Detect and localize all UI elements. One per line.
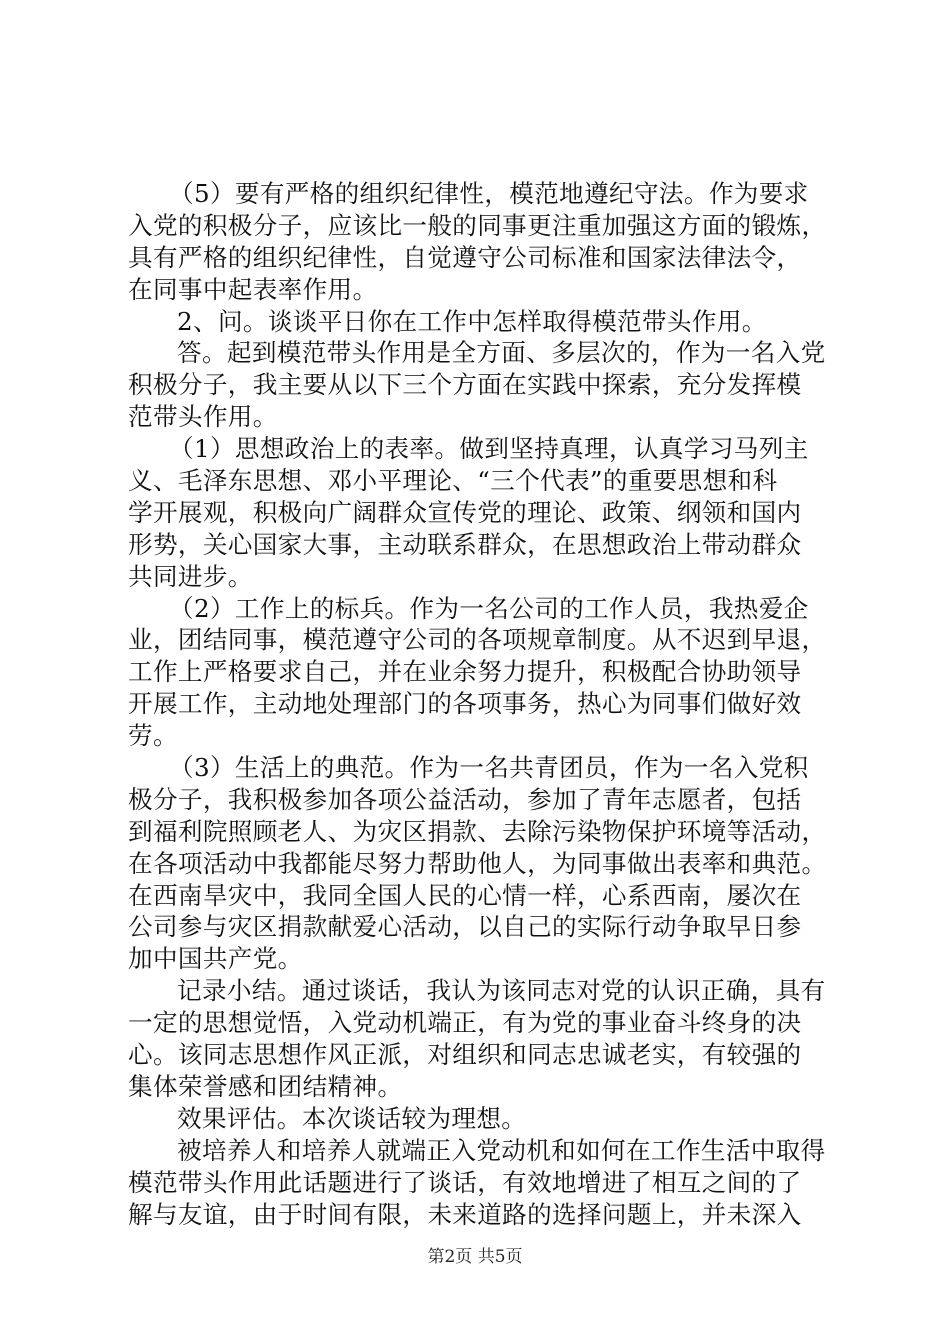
text-line: 在各项活动中我都能尽努力帮助他人，为同事做出表率和典范。 <box>128 848 827 878</box>
text-line: 具有严格的组织纪律性，自觉遵守公司标准和国家法律法令， <box>128 242 802 272</box>
text-line: 集体荣誉感和团结精神。 <box>128 1071 403 1101</box>
text-line: （1）思想政治上的表率。做到坚持真理，认真学习马列主 <box>169 434 809 464</box>
page-footer: 第2页 共5页 <box>427 1247 523 1267</box>
text-line: 一定的思想觉悟，入党动机端正，有为党的事业奋斗终身的决 <box>128 1008 802 1038</box>
text-line: 工作上严格要求自己，并在业余努力提升，积极配合协助领导 <box>128 657 802 687</box>
text-line: 范带头作用。 <box>128 402 278 432</box>
text-line: 在同事中起表率作用。 <box>128 274 378 304</box>
text-line: 记录小结。通过谈话，我认为该同志对党的认识正确，具有 <box>177 976 826 1006</box>
text-line: 加中国共产党。 <box>128 944 303 974</box>
text-line: 极分子，我积极参加各项公益活动，参加了青年志愿者，包括 <box>128 784 802 814</box>
text-line: 在西南旱灾中，我同全国人民的心情一样，心系西南，屡次在 <box>128 880 802 910</box>
text-line: 形势，关心国家大事，主动联系群众，在思想政治上带动群众 <box>128 529 802 559</box>
text-line: 劳。 <box>128 721 178 751</box>
text-line: 义、毛泽东思想、邓小平理论、“三个代表”的重要思想和科 <box>128 466 778 496</box>
text-line: （2）工作上的标兵。作为一名公司的工作人员，我热爱企 <box>169 593 809 623</box>
text-line: （5）要有严格的组织纪律性，模范地遵纪守法。作为要求 <box>169 179 809 208</box>
text-line: 答。起到模范带头作用是全方面、多层次的，作为一名入党 <box>177 338 826 368</box>
text-line: 公司参与灾区捐款献爱心活动，以自己的实际行动争取早日参 <box>128 912 802 942</box>
text-line: （3）生活上的典范。作为一名共青团员，作为一名入党积 <box>169 753 809 783</box>
text-line: 共同进步。 <box>128 561 253 591</box>
text-line: 开展工作，主动地处理部门的各项事务，热心为同事们做好效 <box>128 689 802 719</box>
text-line: 2、问。谈谈平日你在工作中怎样取得模范带头作用。 <box>177 306 767 336</box>
text-line: 被培养人和培养人就端正入党动机和如何在工作生活中取得 <box>177 1135 826 1165</box>
text-line: 积极分子，我主要从以下三个方面在实践中探索，充分发挥模 <box>128 370 802 400</box>
text-line: 入党的积极分子，应该比一般的同事更注重加强这方面的锻炼， <box>128 210 827 240</box>
text-line: 到福利院照顾老人、为灾区捐款、去除污染物保护环境等活动， <box>128 816 827 846</box>
text-line: 心。该同志思想作风正派，对组织和同志忠诚老实，有较强的 <box>128 1040 802 1070</box>
text-line: 业，团结同事，模范遵守公司的各项规章制度。从不迟到早退， <box>128 625 827 655</box>
text-line: 解与友谊，由于时间有限，未来道路的选择问题上，并未深入 <box>128 1199 802 1229</box>
text-line: 模范带头作用此话题进行了谈话，有效地增进了相互之间的了 <box>128 1167 802 1197</box>
text-line: 学开展观，积极向广阔群众宣传党的理论、政策、纲领和国内 <box>128 497 802 527</box>
text-line: 效果评估。本次谈话较为理想。 <box>177 1103 527 1133</box>
document-body <box>128 178 833 1230</box>
